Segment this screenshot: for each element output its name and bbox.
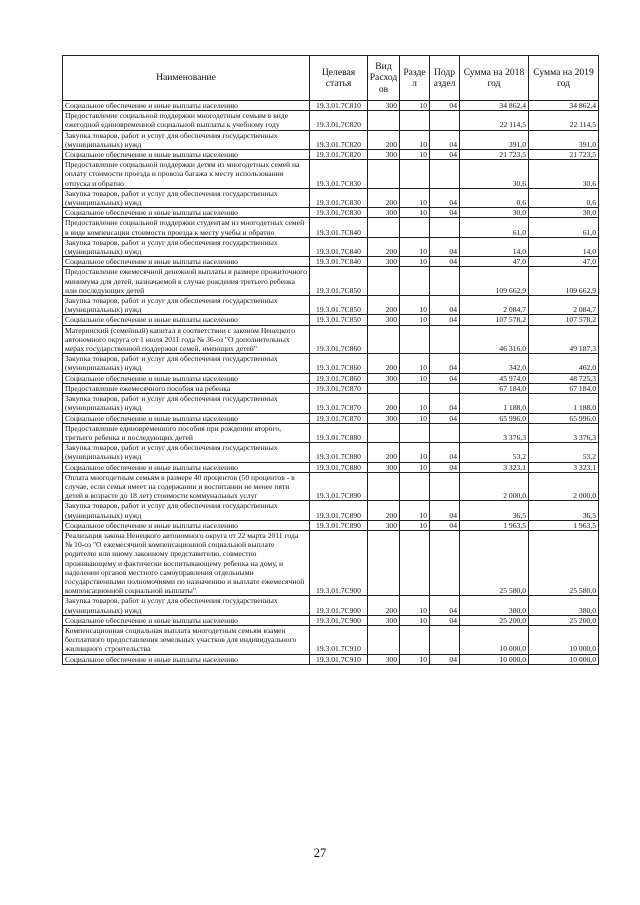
row-sum-2018: 14,0 xyxy=(460,237,529,256)
row-razdel: 10 xyxy=(400,443,430,462)
row-podrazdel xyxy=(430,472,460,501)
row-name: Реализация закона Ненецкого автономного округа от 22 марта 2011 года № 10-оз "О ежемесячной компенсационной социальной выплате родителю или иному законному представителю, совместно проживающему и фактически воспитывающему ребенка на дому, и наделении органов местного самоуправления отдельными государственными полномочиями по назначению и выплате ежемесячной компенсационной социальной выплаты" xyxy=(63,530,310,595)
row-name: Закупка товаров, работ и услуг для обеспечения государственных (муниципальных) нужд xyxy=(63,443,310,462)
row-sum-2019: 36,5 xyxy=(529,501,599,520)
row-sum-2019: 22 114,5 xyxy=(529,111,599,130)
row-podrazdel: 04 xyxy=(430,443,460,462)
row-vid: 200 xyxy=(368,237,400,256)
row-name: Социальное обеспечение и иные выплаты населению xyxy=(63,315,310,325)
row-vid xyxy=(368,472,400,501)
row-vid: 200 xyxy=(368,596,400,615)
row-podrazdel xyxy=(430,625,460,654)
row-vid xyxy=(368,325,400,354)
row-sum-2019: 1 188,0 xyxy=(529,394,599,413)
table-row xyxy=(63,150,599,160)
row-code: 19.3.01.7C910 xyxy=(310,625,368,654)
row-razdel: 10 xyxy=(400,615,430,625)
row-code: 19.3.01.7C860 xyxy=(310,373,368,383)
row-podrazdel: 04 xyxy=(430,296,460,315)
table-row xyxy=(63,267,599,296)
row-code: 19.3.01.7C890 xyxy=(310,501,368,520)
table-row xyxy=(63,315,599,325)
row-sum-2019: 67 184,0 xyxy=(529,383,599,393)
header-code: Целевая статья xyxy=(310,56,368,101)
row-sum-2018: 10 000,0 xyxy=(460,654,529,664)
row-sum-2018: 109 662,9 xyxy=(460,267,529,296)
table-row xyxy=(63,394,599,413)
row-sum-2019: 109 662,9 xyxy=(529,267,599,296)
table-row xyxy=(63,237,599,256)
table-row xyxy=(63,530,599,595)
row-sum-2019: 65 996,0 xyxy=(529,413,599,423)
row-razdel: 10 xyxy=(400,296,430,315)
row-name: Социальное обеспечение и иные выплаты населению xyxy=(63,208,310,218)
row-sum-2018: 30,0 xyxy=(460,208,529,218)
row-vid xyxy=(368,267,400,296)
header-razdel: Разде л xyxy=(400,56,430,101)
row-podrazdel: 04 xyxy=(430,188,460,207)
row-name: Предоставление единовременного пособия при рождении второго, третьего ребенка и последующих детей xyxy=(63,423,310,442)
row-podrazdel: 04 xyxy=(430,150,460,160)
page-number: 27 xyxy=(313,846,327,860)
row-podrazdel xyxy=(430,423,460,442)
row-code: 19.3.01.7C900 xyxy=(310,615,368,625)
row-sum-2019: 107 578,2 xyxy=(529,315,599,325)
row-sum-2018: 380,0 xyxy=(460,596,529,615)
table-row xyxy=(63,462,599,472)
row-vid xyxy=(368,530,400,595)
row-code: 19.3.01.7C860 xyxy=(310,354,368,373)
row-razdel: 10 xyxy=(400,315,430,325)
row-sum-2018: 46 316,0 xyxy=(460,325,529,354)
table-row xyxy=(63,654,599,664)
row-name: Социальное обеспечение и иные выплаты населению xyxy=(63,413,310,423)
row-code: 19.3.01.7C830 xyxy=(310,188,368,207)
row-code: 19.3.01.7C890 xyxy=(310,472,368,501)
row-vid: 300 xyxy=(368,615,400,625)
row-sum-2018: 107 578,2 xyxy=(460,315,529,325)
row-podrazdel: 04 xyxy=(430,315,460,325)
row-sum-2018: 342,0 xyxy=(460,354,529,373)
row-sum-2018: 0,6 xyxy=(460,188,529,207)
row-vid: 200 xyxy=(368,443,400,462)
row-podrazdel xyxy=(430,325,460,354)
row-vid: 200 xyxy=(368,130,400,149)
row-razdel xyxy=(400,325,430,354)
row-sum-2018: 53,2 xyxy=(460,443,529,462)
row-podrazdel: 04 xyxy=(430,520,460,530)
table-row xyxy=(63,130,599,149)
row-razdel: 10 xyxy=(400,150,430,160)
row-razdel xyxy=(400,472,430,501)
row-sum-2018: 1 963,5 xyxy=(460,520,529,530)
row-razdel: 10 xyxy=(400,354,430,373)
row-sum-2018: 34 862,4 xyxy=(460,101,529,111)
row-name: Закупка товаров, работ и услуг для обеспечения государственных (муниципальных) нужд xyxy=(63,130,310,149)
row-sum-2018: 10 000,0 xyxy=(460,625,529,654)
table-row xyxy=(63,257,599,267)
row-sum-2018: 25 580,0 xyxy=(460,530,529,595)
row-sum-2019: 0,6 xyxy=(529,188,599,207)
row-name: Закупка товаров, работ и услуг для обеспечения государственных (муниципальных) нужд xyxy=(63,596,310,615)
row-code: 19.3.01.7C810 xyxy=(310,101,368,111)
row-vid: 200 xyxy=(368,501,400,520)
row-sum-2018: 3 376,3 xyxy=(460,423,529,442)
row-vid: 200 xyxy=(368,296,400,315)
row-sum-2018: 2 000,0 xyxy=(460,472,529,501)
header-podrazdel: Подр аздел xyxy=(430,56,460,101)
row-razdel xyxy=(400,383,430,393)
row-podrazdel: 04 xyxy=(430,237,460,256)
row-sum-2018: 21 723,5 xyxy=(460,150,529,160)
row-razdel xyxy=(400,218,430,237)
row-podrazdel: 04 xyxy=(430,101,460,111)
row-code: 19.3.01.7C870 xyxy=(310,383,368,393)
row-sum-2019: 14,0 xyxy=(529,237,599,256)
row-sum-2019: 380,0 xyxy=(529,596,599,615)
row-sum-2019: 2 084,7 xyxy=(529,296,599,315)
row-podrazdel: 04 xyxy=(430,257,460,267)
row-razdel: 10 xyxy=(400,130,430,149)
row-vid xyxy=(368,423,400,442)
row-code: 19.3.01.7C870 xyxy=(310,413,368,423)
row-name: Предоставление ежемесячного пособия на ребенка xyxy=(63,383,310,393)
row-sum-2019: 3 323,1 xyxy=(529,462,599,472)
row-podrazdel: 04 xyxy=(430,130,460,149)
header-vid: Вид Расход ов xyxy=(368,56,400,101)
row-name: Социальное обеспечение и иные выплаты населению xyxy=(63,150,310,160)
row-podrazdel xyxy=(430,111,460,130)
row-sum-2018: 3 323,1 xyxy=(460,462,529,472)
row-sum-2019: 47,0 xyxy=(529,257,599,267)
row-code: 19.3.01.7C880 xyxy=(310,423,368,442)
row-code: 19.3.01.7C850 xyxy=(310,267,368,296)
row-vid xyxy=(368,111,400,130)
row-name: Закупка товаров, работ и услуг для обеспечения государственных (муниципальных) нужд xyxy=(63,501,310,520)
row-sum-2018: 22 114,5 xyxy=(460,111,529,130)
table-row xyxy=(63,325,599,354)
row-razdel xyxy=(400,267,430,296)
row-code: 19.3.01.7C910 xyxy=(310,654,368,664)
row-vid xyxy=(368,625,400,654)
row-code: 19.3.01.7C840 xyxy=(310,257,368,267)
row-code: 19.3.01.7C830 xyxy=(310,160,368,189)
row-sum-2018: 30,6 xyxy=(460,160,529,189)
row-razdel: 10 xyxy=(400,654,430,664)
row-razdel: 10 xyxy=(400,501,430,520)
row-vid: 200 xyxy=(368,354,400,373)
row-sum-2018: 67 184,0 xyxy=(460,383,529,393)
row-sum-2019: 48 725,3 xyxy=(529,373,599,383)
table-row xyxy=(63,615,599,625)
table-row xyxy=(63,423,599,442)
row-name: Закупка товаров, работ и услуг для обеспечения государственных (муниципальных) нужд xyxy=(63,296,310,315)
row-sum-2019: 30,0 xyxy=(529,208,599,218)
table-row xyxy=(63,413,599,423)
row-sum-2019: 462,0 xyxy=(529,354,599,373)
row-name: Социальное обеспечение и иные выплаты населению xyxy=(63,257,310,267)
row-podrazdel: 04 xyxy=(430,596,460,615)
row-sum-2018: 1 188,0 xyxy=(460,394,529,413)
table-row xyxy=(63,443,599,462)
row-sum-2019: 2 000,0 xyxy=(529,472,599,501)
table-row xyxy=(63,296,599,315)
row-name: Предоставление ежемесячной денежной выплаты в размере прожиточного минимума для детей, назначаемой в случае рождения третьего ребенка или последующих детей xyxy=(63,267,310,296)
row-razdel: 10 xyxy=(400,394,430,413)
row-vid: 200 xyxy=(368,188,400,207)
table-row xyxy=(63,101,599,111)
row-name: Социальное обеспечение и иные выплаты населению xyxy=(63,520,310,530)
row-sum-2018: 2 084,7 xyxy=(460,296,529,315)
row-razdel: 10 xyxy=(400,373,430,383)
row-sum-2018: 391,0 xyxy=(460,130,529,149)
row-vid: 300 xyxy=(368,413,400,423)
table-row xyxy=(63,373,599,383)
row-podrazdel: 04 xyxy=(430,394,460,413)
row-code: 19.3.01.7C820 xyxy=(310,130,368,149)
row-razdel: 10 xyxy=(400,596,430,615)
row-vid: 300 xyxy=(368,315,400,325)
row-code: 19.3.01.7C820 xyxy=(310,150,368,160)
header-name: Наименование xyxy=(63,56,310,101)
header-sum-2018: Сумма на 2018 год xyxy=(460,56,529,101)
row-code: 19.3.01.7C880 xyxy=(310,462,368,472)
row-code: 19.3.01.7C840 xyxy=(310,237,368,256)
row-name: Предоставление социальной поддержки многодетным семьям в виде ежегодной единовременной социальной выплаты к учебному году xyxy=(63,111,310,130)
table-row xyxy=(63,354,599,373)
row-code: 19.3.01.7C830 xyxy=(310,208,368,218)
row-vid: 300 xyxy=(368,257,400,267)
table-row xyxy=(63,625,599,654)
row-name: Социальное обеспечение и иные выплаты населению xyxy=(63,615,310,625)
row-name: Предоставление социальной поддержки студентам из многодетных семей в виде компенсации стоимости проезда к месту учебы и обратно xyxy=(63,218,310,237)
row-razdel: 10 xyxy=(400,520,430,530)
table-row xyxy=(63,111,599,130)
row-vid: 300 xyxy=(368,150,400,160)
row-razdel: 10 xyxy=(400,208,430,218)
row-name: Закупка товаров, работ и услуг для обеспечения государственных (муниципальных) нужд xyxy=(63,237,310,256)
row-podrazdel: 04 xyxy=(430,208,460,218)
row-sum-2019: 21 723,5 xyxy=(529,150,599,160)
row-name: Социальное обеспечение и иные выплаты населению xyxy=(63,101,310,111)
row-vid xyxy=(368,218,400,237)
table-header-row xyxy=(63,56,599,101)
row-code: 19.3.01.7C850 xyxy=(310,296,368,315)
row-sum-2019: 25 580,0 xyxy=(529,530,599,595)
row-sum-2018: 25 200,0 xyxy=(460,615,529,625)
row-code: 19.3.01.7C870 xyxy=(310,394,368,413)
row-sum-2018: 45 974,0 xyxy=(460,373,529,383)
row-sum-2019: 61,0 xyxy=(529,218,599,237)
row-vid: 300 xyxy=(368,373,400,383)
row-razdel xyxy=(400,625,430,654)
row-code: 19.3.01.7C820 xyxy=(310,111,368,130)
row-sum-2019: 3 376,3 xyxy=(529,423,599,442)
row-code: 19.3.01.7C890 xyxy=(310,520,368,530)
row-name: Оплата многодетным семьям в размере 40 процентов (50 процентов - в случае, если семья имеет на содержании и воспитании не менее пяти детей в возрасте до 18 лет) стоимости коммунальных услуг xyxy=(63,472,310,501)
row-podrazdel: 04 xyxy=(430,354,460,373)
table-row xyxy=(63,472,599,501)
row-code: 19.3.01.7C850 xyxy=(310,315,368,325)
row-razdel: 10 xyxy=(400,462,430,472)
row-podrazdel: 04 xyxy=(430,462,460,472)
row-sum-2019: 10 000,0 xyxy=(529,654,599,664)
row-name: Социальное обеспечение и иные выплаты населению xyxy=(63,373,310,383)
row-sum-2019: 25 200,0 xyxy=(529,615,599,625)
row-podrazdel xyxy=(430,383,460,393)
row-podrazdel xyxy=(430,218,460,237)
table-row xyxy=(63,501,599,520)
row-sum-2019: 391,0 xyxy=(529,130,599,149)
row-name: Закупка товаров, работ и услуг для обеспечения государственных (муниципальных) нужд xyxy=(63,354,310,373)
table-row xyxy=(63,160,599,189)
row-vid: 300 xyxy=(368,208,400,218)
row-name: Закупка товаров, работ и услуг для обеспечения государственных (муниципальных) нужд xyxy=(63,188,310,207)
row-vid: 300 xyxy=(368,654,400,664)
row-podrazdel: 04 xyxy=(430,501,460,520)
row-razdel xyxy=(400,530,430,595)
header-sum-2019: Сумма на 2019 год xyxy=(529,56,599,101)
table-row xyxy=(63,208,599,218)
row-sum-2018: 61,0 xyxy=(460,218,529,237)
row-name: Компенсационная социальная выплата многодетным семьям взамен бесплатного предоставления земельных участков для индивидуального жилищного строительства xyxy=(63,625,310,654)
row-sum-2018: 47,0 xyxy=(460,257,529,267)
table-row xyxy=(63,596,599,615)
row-code: 19.3.01.7C900 xyxy=(310,530,368,595)
row-vid xyxy=(368,160,400,189)
row-podrazdel xyxy=(430,160,460,189)
row-sum-2019: 53,2 xyxy=(529,443,599,462)
row-vid xyxy=(368,383,400,393)
row-name: Предоставление социальной поддержки детям из многодетных семей на оплату стоимости проезда и провоза багажа к месту использования отпуска и обратно xyxy=(63,160,310,189)
row-name: Закупка товаров, работ и услуг для обеспечения государственных (муниципальных) нужд xyxy=(63,394,310,413)
row-razdel: 10 xyxy=(400,237,430,256)
row-podrazdel: 04 xyxy=(430,615,460,625)
row-sum-2019: 34 862,4 xyxy=(529,101,599,111)
row-razdel: 10 xyxy=(400,188,430,207)
row-podrazdel xyxy=(430,530,460,595)
table-row xyxy=(63,383,599,393)
row-razdel xyxy=(400,423,430,442)
row-code: 19.3.01.7C860 xyxy=(310,325,368,354)
row-code: 19.3.01.7C840 xyxy=(310,218,368,237)
row-razdel xyxy=(400,160,430,189)
row-vid: 200 xyxy=(368,394,400,413)
row-razdel xyxy=(400,111,430,130)
row-code: 19.3.01.7C880 xyxy=(310,443,368,462)
row-podrazdel xyxy=(430,267,460,296)
row-sum-2019: 49 187,3 xyxy=(529,325,599,354)
row-vid: 300 xyxy=(368,101,400,111)
row-razdel: 10 xyxy=(400,413,430,423)
row-vid: 300 xyxy=(368,520,400,530)
row-podrazdel: 04 xyxy=(430,654,460,664)
row-sum-2019: 30,6 xyxy=(529,160,599,189)
row-sum-2018: 36,5 xyxy=(460,501,529,520)
row-name: Социальное обеспечение и иные выплаты населению xyxy=(63,654,310,664)
row-name: Материнский (семейный) капитал в соответствии с законом Ненецкого автономного округа от 1 июля 2011 года № 36-оз "О дополнительных мерах государственной поддержки семей, имеющих детей" xyxy=(63,325,310,354)
table-body xyxy=(63,101,599,665)
row-razdel: 10 xyxy=(400,101,430,111)
budget-table xyxy=(62,55,599,665)
row-code: 19.3.01.7C900 xyxy=(310,596,368,615)
row-podrazdel: 04 xyxy=(430,373,460,383)
row-razdel: 10 xyxy=(400,257,430,267)
table-row xyxy=(63,188,599,207)
table-row xyxy=(63,520,599,530)
row-sum-2019: 1 963,5 xyxy=(529,520,599,530)
row-name: Социальное обеспечение и иные выплаты населению xyxy=(63,462,310,472)
row-podrazdel: 04 xyxy=(430,413,460,423)
row-vid: 300 xyxy=(368,462,400,472)
table-row xyxy=(63,218,599,237)
budget-table-container xyxy=(62,55,598,665)
row-sum-2019: 10 000,0 xyxy=(529,625,599,654)
row-sum-2018: 65 996,0 xyxy=(460,413,529,423)
